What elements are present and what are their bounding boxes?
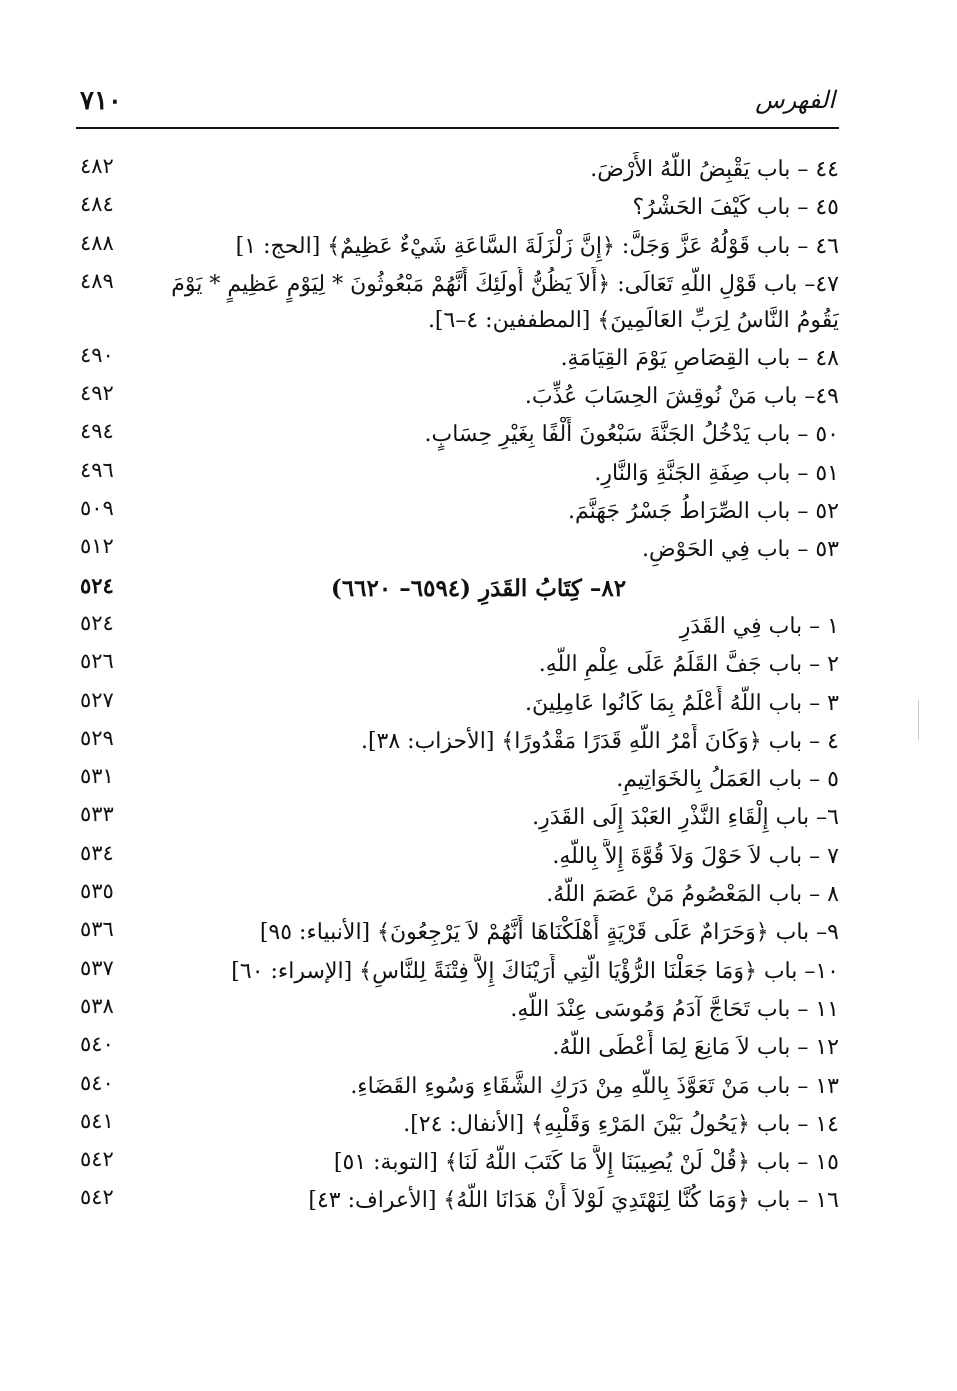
entry-title: ٣ – باب اللَّهُ أَعْلَمُ بِمَا كَانُوا عَامِلِينَ. xyxy=(525,690,839,716)
entry-page-number: ٥٢٤ xyxy=(80,610,114,635)
entry-title: ٩– باب ﴿وَحَرَامٌ عَلَى قَرْيَةٍ أَهْلَكْنَاهَا أَنَّهُمْ لاَ يَرْجِعُونَ﴾ [الأنبياء: ٩٥] xyxy=(259,920,839,946)
entry-page-number: ٥٢٤ xyxy=(80,572,114,598)
entry-title-line-2: يَقُومُ النَّاسُ لِرَبِّ العَالَمِينَ﴾ [المطففين: ٤–٦]. xyxy=(427,307,839,333)
entry-page-number: ٤٨٩ xyxy=(80,268,114,293)
entry-page-number: ٤٨٢ xyxy=(80,154,114,178)
entry-page-number: ٥٣١ xyxy=(80,764,114,789)
entry-title: ١٥ – باب ﴿قُلْ لَنْ يُصِيبَنَا إِلاَّ مَا كَتَبَ اللَّهُ لَنَا﴾ [التوبة: ٥١] xyxy=(333,1150,839,1176)
page-number: ٧١٠ xyxy=(80,86,122,116)
entry-title xyxy=(150,267,839,339)
index-entry xyxy=(0,798,957,836)
section-heading-row xyxy=(0,569,957,607)
entry-page-number: ٥٤٢ xyxy=(80,1185,114,1210)
index-entry xyxy=(0,760,957,798)
index-entry xyxy=(0,722,957,760)
entry-page-number: ٥٤٠ xyxy=(80,1032,114,1057)
entry-title: ٤٦ – باب قَوْلُهُ عَزَّ وَجَلَّ: ﴿إِنَّ زَلْزَلَةَ السَّاعَةِ شَيْءٌ عَظِيمٌ﴾ [الحج: ١] xyxy=(235,233,839,259)
index-entry xyxy=(0,684,957,722)
running-header-title: الفهرس xyxy=(755,86,835,114)
entry-title: ٥٢ – باب الصِّرَاطُ جَسْرُ جَهَنَّمَ. xyxy=(567,499,839,525)
entry-page-number: ٥٢٩ xyxy=(80,725,114,750)
index-entry xyxy=(0,645,957,683)
index-entry xyxy=(0,952,957,990)
entry-page-number: ٥٣٤ xyxy=(80,840,114,865)
entry-page-number: ٤٩٠ xyxy=(80,342,114,367)
entry-title-line-1: ٤٧– باب قَوْلِ اللَّهِ تَعَالَى: ﴿أَلاَ يَظُنُّ أُولَئِكَ أَنَّهُمْ مَبْعُوثُونَ * لِيَوْمٍ عَظِيمٍ * يَوْمَ xyxy=(171,271,839,297)
entry-page-number: ٥٣٥ xyxy=(80,879,114,904)
index-entries xyxy=(0,150,957,1220)
entry-title: ٢ – باب جَفَّ القَلَمُ عَلَى عِلْمِ اللَّهِ. xyxy=(538,652,839,678)
entry-page-number: ٤٨٤ xyxy=(80,192,114,217)
index-entry xyxy=(0,377,957,415)
entry-page-number: ٥٢٦ xyxy=(80,649,114,674)
entry-title: ١٠– باب ﴿وَمَا جَعَلْنَا الرُّؤْيَا الَّتِي أَرَيْنَاكَ إِلاَّ فِتْنَةً لِلنَّاسِ﴾ [الإسراء: ٦٠] xyxy=(231,958,839,984)
index-entry xyxy=(0,530,957,568)
index-entry xyxy=(0,1181,957,1219)
entry-title: ١٦ – باب ﴿وَمَا كُنَّا لِنَهْتَدِيَ لَوْلاَ أَنْ هَدَانَا اللَّهُ﴾ [الأعراف: ٤٣] xyxy=(308,1188,839,1214)
entry-page-number: ٥٢٧ xyxy=(80,687,114,712)
section-heading-text: ٨٢– كِتَابُ القَدَرِ (٦٥٩٤– ٦٦٢٠) xyxy=(330,574,627,602)
entry-page-number: ٥٤٠ xyxy=(80,1070,114,1095)
entry-page-number: ٥٠٩ xyxy=(80,496,114,521)
entry-page-number: ٥٤١ xyxy=(80,1108,114,1133)
entry-title: ٨ – باب المَعْصُومُ مَنْ عَصَمَ اللَّهُ. xyxy=(546,882,839,908)
index-entry xyxy=(0,913,957,951)
entry-title: ٥٣ – باب فِي الحَوْضِ. xyxy=(642,537,839,563)
index-entry xyxy=(0,150,957,188)
entry-page-number: ٥٣٣ xyxy=(80,802,114,827)
entry-title: ٤٨ – باب القِصَاصِ يَوْمَ القِيَامَةِ. xyxy=(560,345,839,371)
index-entry xyxy=(0,1143,957,1181)
index-entry xyxy=(0,227,957,265)
entry-title: ١ – باب فِي القَدَرِ xyxy=(679,613,839,639)
entry-title: ١٢ – باب لاَ مَانِعَ لِمَا أَعْطَى اللَّهُ. xyxy=(552,1035,839,1061)
index-entry xyxy=(0,339,957,377)
index-entry xyxy=(0,265,957,339)
index-entry xyxy=(0,188,957,226)
entry-title: ١٣ – باب مَنْ تَعَوَّذَ بِاللَّهِ مِنْ دَرَكِ الشَّقَاءِ وَسُوءِ القَضَاءِ. xyxy=(350,1073,839,1099)
entry-title: ٤ – باب ﴿وَكَانَ أَمْرُ اللَّهِ قَدَرًا مَقْدُورًا﴾ [الأحزاب: ٣٨]. xyxy=(360,728,839,754)
index-entry xyxy=(0,990,957,1028)
entry-title: ٤٩– باب مَنْ نُوقِشَ الحِسَابَ عُذِّبَ. xyxy=(524,384,839,410)
entry-page-number: ٥١٢ xyxy=(80,534,114,559)
entry-title: ٤٥ – باب كَيْفَ الحَشْرُ؟ xyxy=(632,195,839,221)
entry-title: ٥١ – باب صِفَةِ الجَنَّةِ وَالنَّارِ. xyxy=(594,460,839,486)
entry-page-number: ٤٩٦ xyxy=(80,457,114,482)
index-entry xyxy=(0,1028,957,1066)
entry-title: ٤٤ – باب يَقْبِضُ اللَّهُ الأَرْضَ. xyxy=(590,157,839,182)
index-entry xyxy=(0,837,957,875)
entry-title: ١١ – باب تَحَاجَّ آدَمُ وَمُوسَى عِنْدَ اللَّهِ. xyxy=(510,996,839,1022)
entry-page-number: ٤٩٤ xyxy=(80,419,114,444)
entry-page-number: ٤٩٢ xyxy=(80,381,114,406)
entry-page-number: ٥٤٢ xyxy=(80,1147,114,1172)
index-entry xyxy=(0,454,957,492)
entry-title: ١٤ – باب ﴿يَحُولُ بَيْنَ المَرْءِ وَقَلْبِهِ﴾ [الأنفال: ٢٤]. xyxy=(403,1111,839,1137)
entry-page-number: ٥٣٦ xyxy=(80,917,114,942)
index-entry xyxy=(0,1105,957,1143)
entry-page-number: ٤٨٨ xyxy=(80,230,114,255)
entry-title: ٧ – باب لاَ حَوْلَ وَلاَ قُوَّةَ إِلاَّ بِاللَّهِ. xyxy=(552,843,839,869)
entry-page-number: ٥٣٨ xyxy=(80,993,114,1018)
entry-title: ٦– باب إِلْقَاءِ النَّذْرِ العَبْدَ إِلَى القَدَرِ. xyxy=(532,805,839,831)
index-entry xyxy=(0,875,957,913)
index-entry xyxy=(0,1067,957,1105)
entry-page-number: ٥٣٧ xyxy=(80,955,114,980)
entry-title: ٥ – باب العَمَلُ بِالخَوَاتِيمِ. xyxy=(616,767,839,793)
header-rule xyxy=(76,127,839,129)
index-entry xyxy=(0,607,957,645)
index-entry xyxy=(0,415,957,453)
entry-title: ٥٠ – باب يَدْخُلُ الجَنَّةَ سَبْعُونَ أَلْفًا بِغَيْرِ حِسَابٍ. xyxy=(424,422,839,448)
index-entry xyxy=(0,492,957,530)
